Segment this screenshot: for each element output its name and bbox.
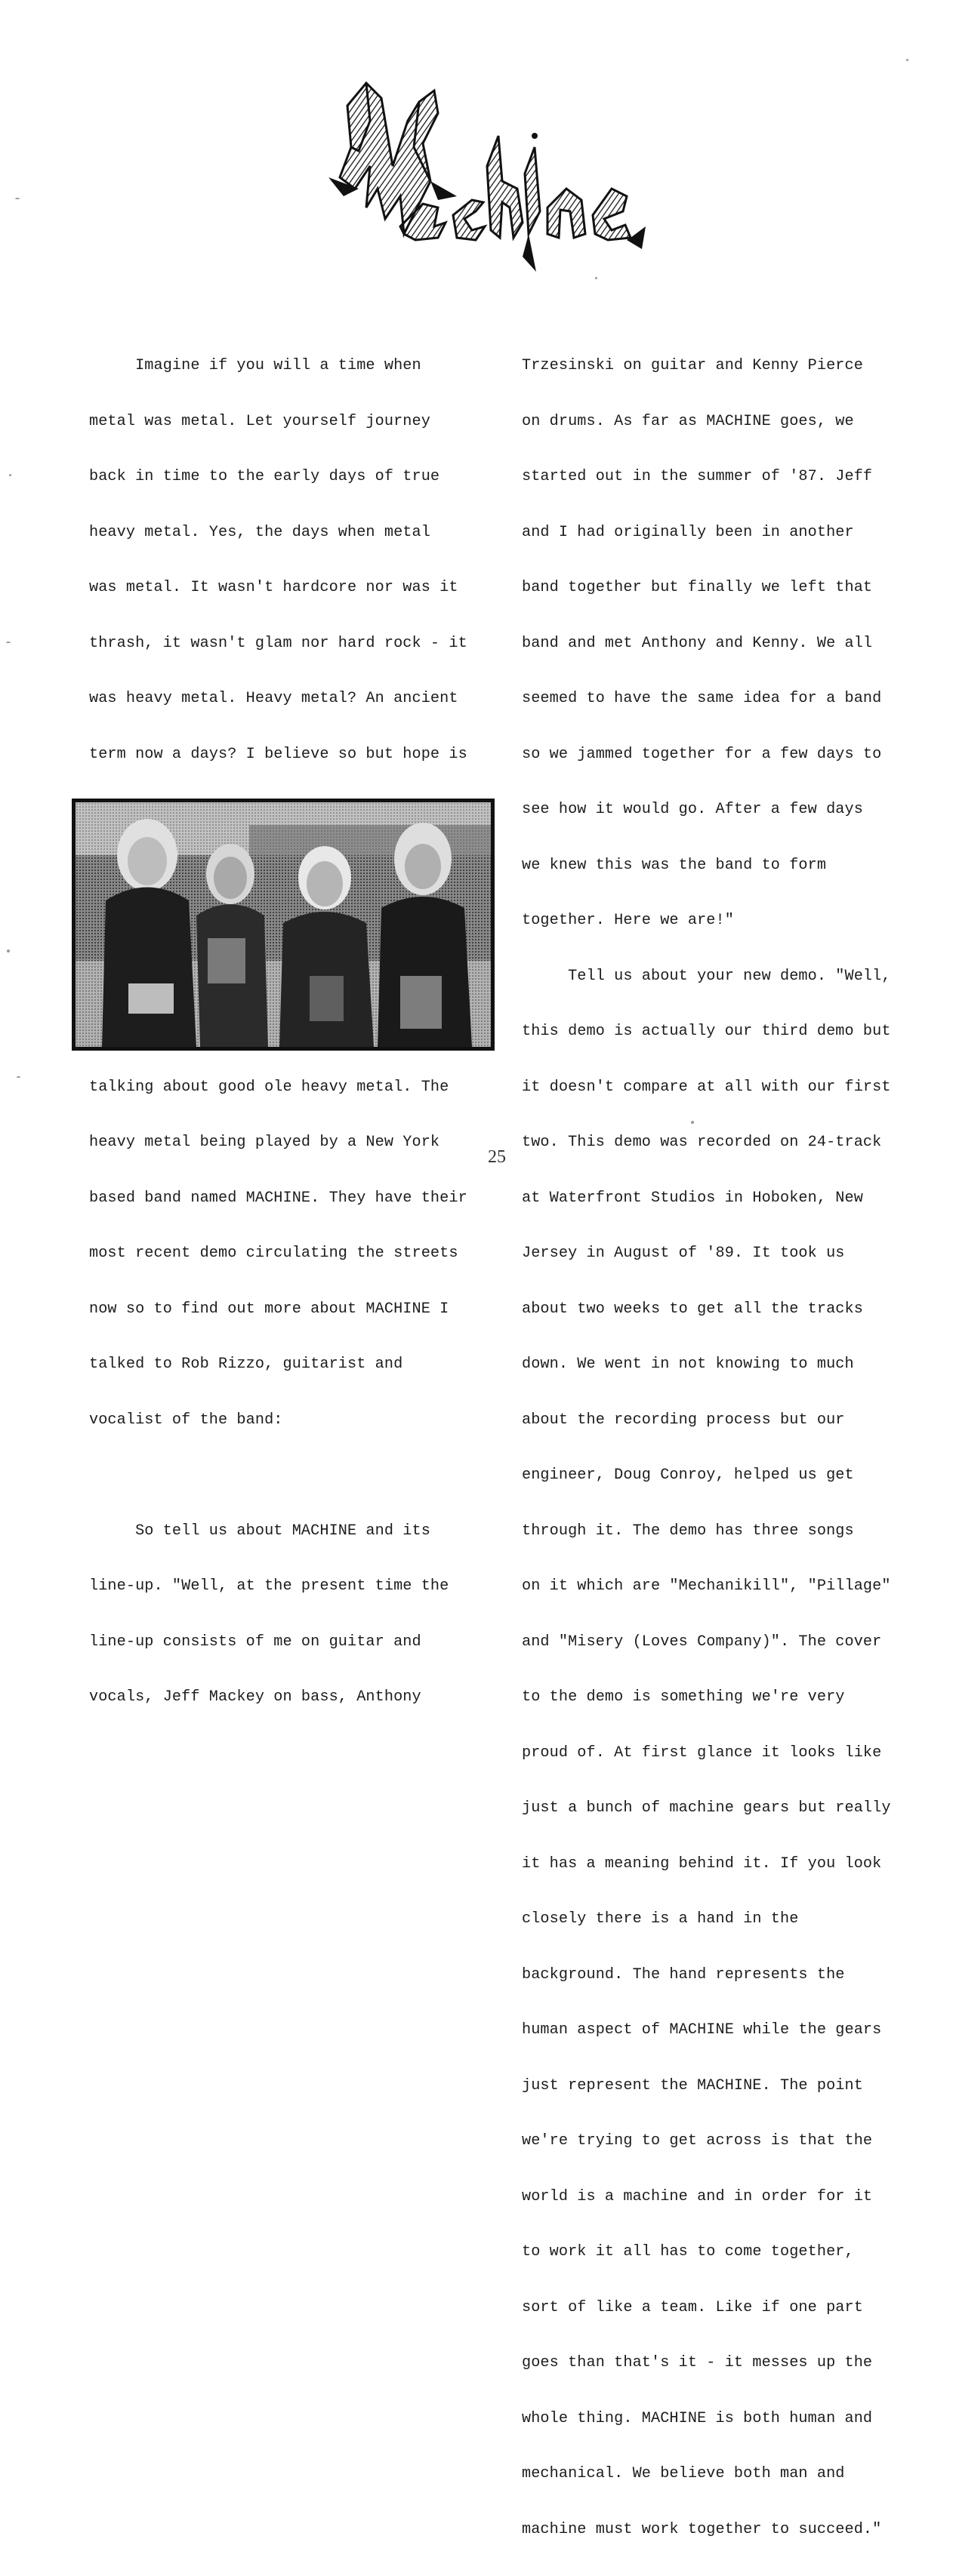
article-line: we knew this was the band to form	[522, 856, 827, 874]
article-line: So tell us about MACHINE and its	[89, 1522, 430, 1540]
article-line: see how it would go. After a few days	[522, 801, 863, 818]
band-photo	[72, 799, 495, 1051]
article-line: Trzesinski on guitar and Kenny Pierce	[522, 357, 863, 374]
scan-speck	[691, 1121, 694, 1124]
article-line: on it which are "Mechanikill", "Pillage"	[522, 1577, 891, 1595]
article-line: vocalist of the band:	[89, 1411, 283, 1429]
article-line: most recent demo circulating the streets	[89, 1245, 458, 1262]
band-logo	[325, 75, 657, 294]
article-line: whole thing. MACHINE is both human and	[522, 2409, 873, 2427]
article-line: sort of like a team. Like if one part	[522, 2298, 863, 2316]
scan-speck	[7, 949, 10, 953]
article-line: Imagine if you will a time when	[89, 357, 421, 374]
article-line: was heavy metal. Heavy metal? An ancient	[89, 690, 458, 707]
article-line: engineer, Doug Conroy, helped us get	[522, 1467, 854, 1484]
article-line: this demo is actually our third demo but	[522, 1023, 891, 1040]
paragraph-gap	[89, 1467, 497, 1485]
article-right-column	[522, 320, 914, 2576]
article-line: two. This demo was recorded on 24-track	[522, 1134, 882, 1151]
article-line: closely there is a hand in the	[522, 1910, 799, 1928]
article-line: heavy metal. Yes, the days when metal	[89, 523, 430, 541]
band-logo-artwork	[325, 75, 657, 294]
article-line: thrash, it wasn't glam nor hard rock - it	[89, 634, 467, 652]
article-line: talking about good ole heavy metal. The	[89, 1078, 449, 1096]
scan-speck	[595, 277, 597, 279]
scan-speck	[906, 59, 908, 61]
band-photo-image	[76, 802, 491, 1047]
article-line: started out in the summer of '87. Jeff	[522, 468, 873, 485]
article-line: and I had originally been in another	[522, 523, 854, 541]
scan-speck	[17, 1076, 20, 1078]
article-line: metal was metal. Let yourself journey	[89, 412, 430, 430]
article-line: background. The hand represents the	[522, 1965, 845, 1984]
article-line: at Waterfront Studios in Hoboken, New	[522, 1189, 863, 1207]
article-line: together. Here we are!"	[522, 912, 734, 929]
article-line: vocals, Jeff Mackey on bass, Anthony	[89, 1688, 421, 1706]
article-line: to the demo is something we're very	[522, 1688, 845, 1706]
article-line: and "Misery (Loves Company)". The cover	[522, 1633, 882, 1651]
article-line: human aspect of MACHINE while the gears	[522, 2021, 882, 2039]
article-line: just represent the MACHINE. The point	[522, 2076, 863, 2094]
article-line: through it. The demo has three songs	[522, 1522, 854, 1540]
article-line: machine must work together to succeed."	[522, 2520, 882, 2538]
article-line: Jersey in August of '89. It took us	[522, 1245, 845, 1262]
article-line: Tell us about your new demo. "Well,	[522, 967, 891, 985]
article-line: now so to find out more about MACHINE I	[89, 1300, 449, 1318]
scan-speck	[6, 642, 11, 643]
scan-speck	[15, 198, 20, 199]
article-line: term now a days? I believe so but hope is	[89, 745, 467, 763]
article-line: goes than that's it - it messes up the	[522, 2354, 873, 2371]
article-line: seemed to have the same idea for a band	[522, 690, 882, 707]
article-line: based band named MACHINE. They have their	[89, 1189, 467, 1207]
article-line: just a bunch of machine gears but really	[522, 1799, 891, 1817]
article-line: heavy metal being played by a New York	[89, 1134, 440, 1151]
article-line: band together but finally we left that	[522, 579, 873, 596]
article-line: was metal. It wasn't hardcore nor was it	[89, 579, 458, 596]
article-line: it doesn't compare at all with our first	[522, 1078, 891, 1096]
article-line: back in time to the early days of true	[89, 468, 440, 485]
article-line: talked to Rob Rizzo, guitarist and	[89, 1356, 403, 1373]
article-line: to work it all has to come together,	[522, 2243, 854, 2261]
article-line: band and met Anthony and Kenny. We all	[522, 634, 873, 652]
article-line: on drums. As far as MACHINE goes, we	[522, 412, 854, 430]
article-line: we're trying to get across is that the	[522, 2132, 873, 2150]
article-line: it has a meaning behind it. If you look	[522, 1854, 882, 1873]
article-line: mechanical. We believe both man and	[522, 2465, 845, 2482]
article-line: about two weeks to get all the tracks	[522, 1300, 863, 1318]
article-line: world is a machine and in order for it	[522, 2187, 873, 2205]
page-number: 25	[488, 1147, 506, 1167]
article-line: down. We went in not knowing to much	[522, 1356, 854, 1373]
scan-speck	[9, 474, 11, 476]
article-line: line-up. "Well, at the present time the	[89, 1577, 449, 1595]
article-line: about the recording process but our	[522, 1411, 845, 1429]
article-line: proud of. At first glance it looks like	[522, 1743, 882, 1762]
article-line: so we jammed together for a few days to	[522, 745, 882, 763]
article-line: line-up consists of me on guitar and	[89, 1633, 421, 1651]
